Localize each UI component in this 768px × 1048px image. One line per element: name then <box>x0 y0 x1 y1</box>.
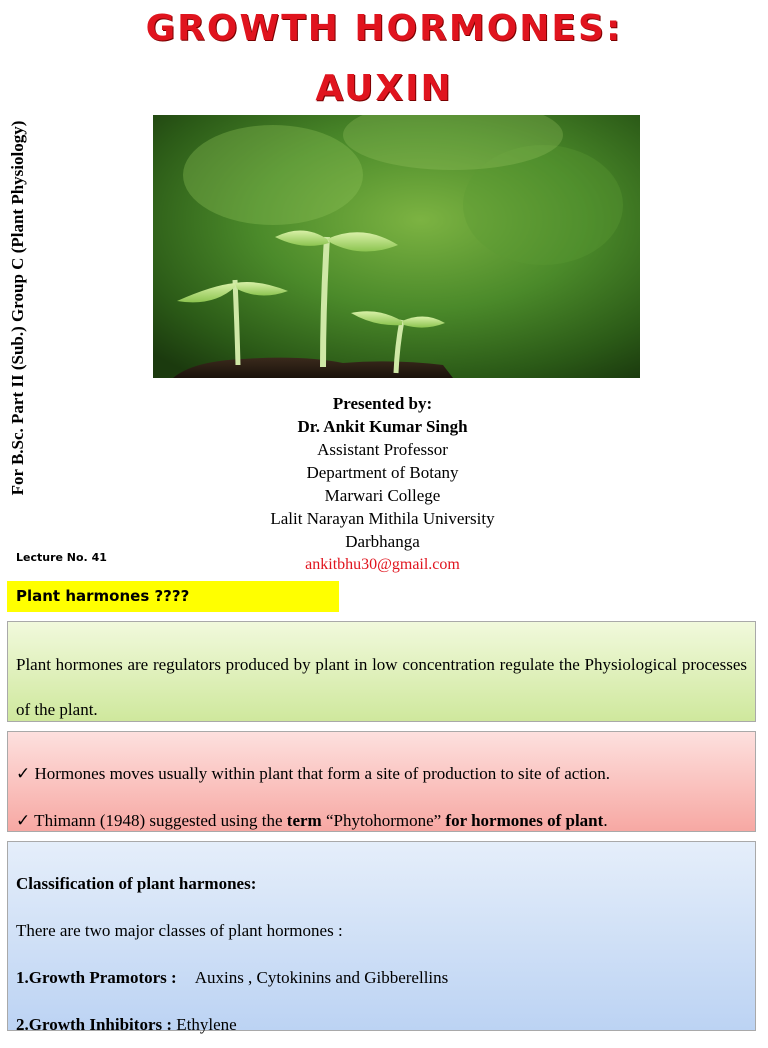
growth-promotors-value: Auxins , Cytokinins and Gibberellins <box>194 968 449 987</box>
point-2-part-d: for hormones of plant <box>445 811 604 830</box>
point-2-part-a: ✓ Thimann (1948) suggested using the <box>16 811 287 830</box>
seedlings-illustration <box>153 115 640 378</box>
definition-box <box>7 621 756 722</box>
presenter-name: Dr. Ankit Kumar Singh <box>297 417 468 436</box>
point-2-term: term <box>286 811 322 830</box>
title-line-1: GROWTH HORMONES: <box>145 8 623 49</box>
presented-by-heading: Presented by: <box>332 394 433 413</box>
classification-intro: There are two major classes of plant hormones : <box>16 921 343 940</box>
presenter-college: Marwari College <box>324 486 441 505</box>
lecture-number: Lecture No. 41 <box>16 551 107 564</box>
seedlings-photo <box>153 115 640 378</box>
point-2-phytohormone: “Phytohormone” <box>321 811 446 830</box>
classification-item-2 <box>16 1001 747 1048</box>
section-question-heading: Plant harmones ???? <box>7 581 339 612</box>
classification-item-1 <box>16 954 747 1001</box>
growth-inhibitors-label: 2.Growth Inhibitors : <box>16 1015 173 1034</box>
points-box <box>7 731 756 832</box>
presenter-email[interactable]: ankitbhu30@gmail.com <box>305 556 460 573</box>
presenter-city: Darbhanga <box>345 532 420 551</box>
classification-heading: Classification of plant harmones: <box>16 874 257 893</box>
point-1: ✓ Hormones moves usually within plant that form a site of production to site of action. <box>16 764 611 783</box>
definition-text: Plant hormones are regulators produced by plant in low concentration regulate the Physiological processes of the plant. <box>16 655 747 719</box>
classification-box <box>7 841 756 1034</box>
presenter-department: Department of Botany <box>306 463 459 482</box>
growth-promotors-label: 1.Growth Pramotors : <box>16 968 177 987</box>
title-line-2: AUXIN <box>315 68 453 109</box>
point-2 <box>16 797 747 844</box>
course-side-label: For B.Sc. Part II (Sub.) Group C (Plant Physiology) <box>8 120 27 496</box>
presenter-block <box>200 392 565 576</box>
presenter-university: Lalit Narayan Mithila University <box>270 509 495 528</box>
growth-inhibitors-value: Ethylene <box>172 1015 237 1034</box>
presenter-position: Assistant Professor <box>317 440 448 459</box>
point-2-period: . <box>603 811 608 830</box>
